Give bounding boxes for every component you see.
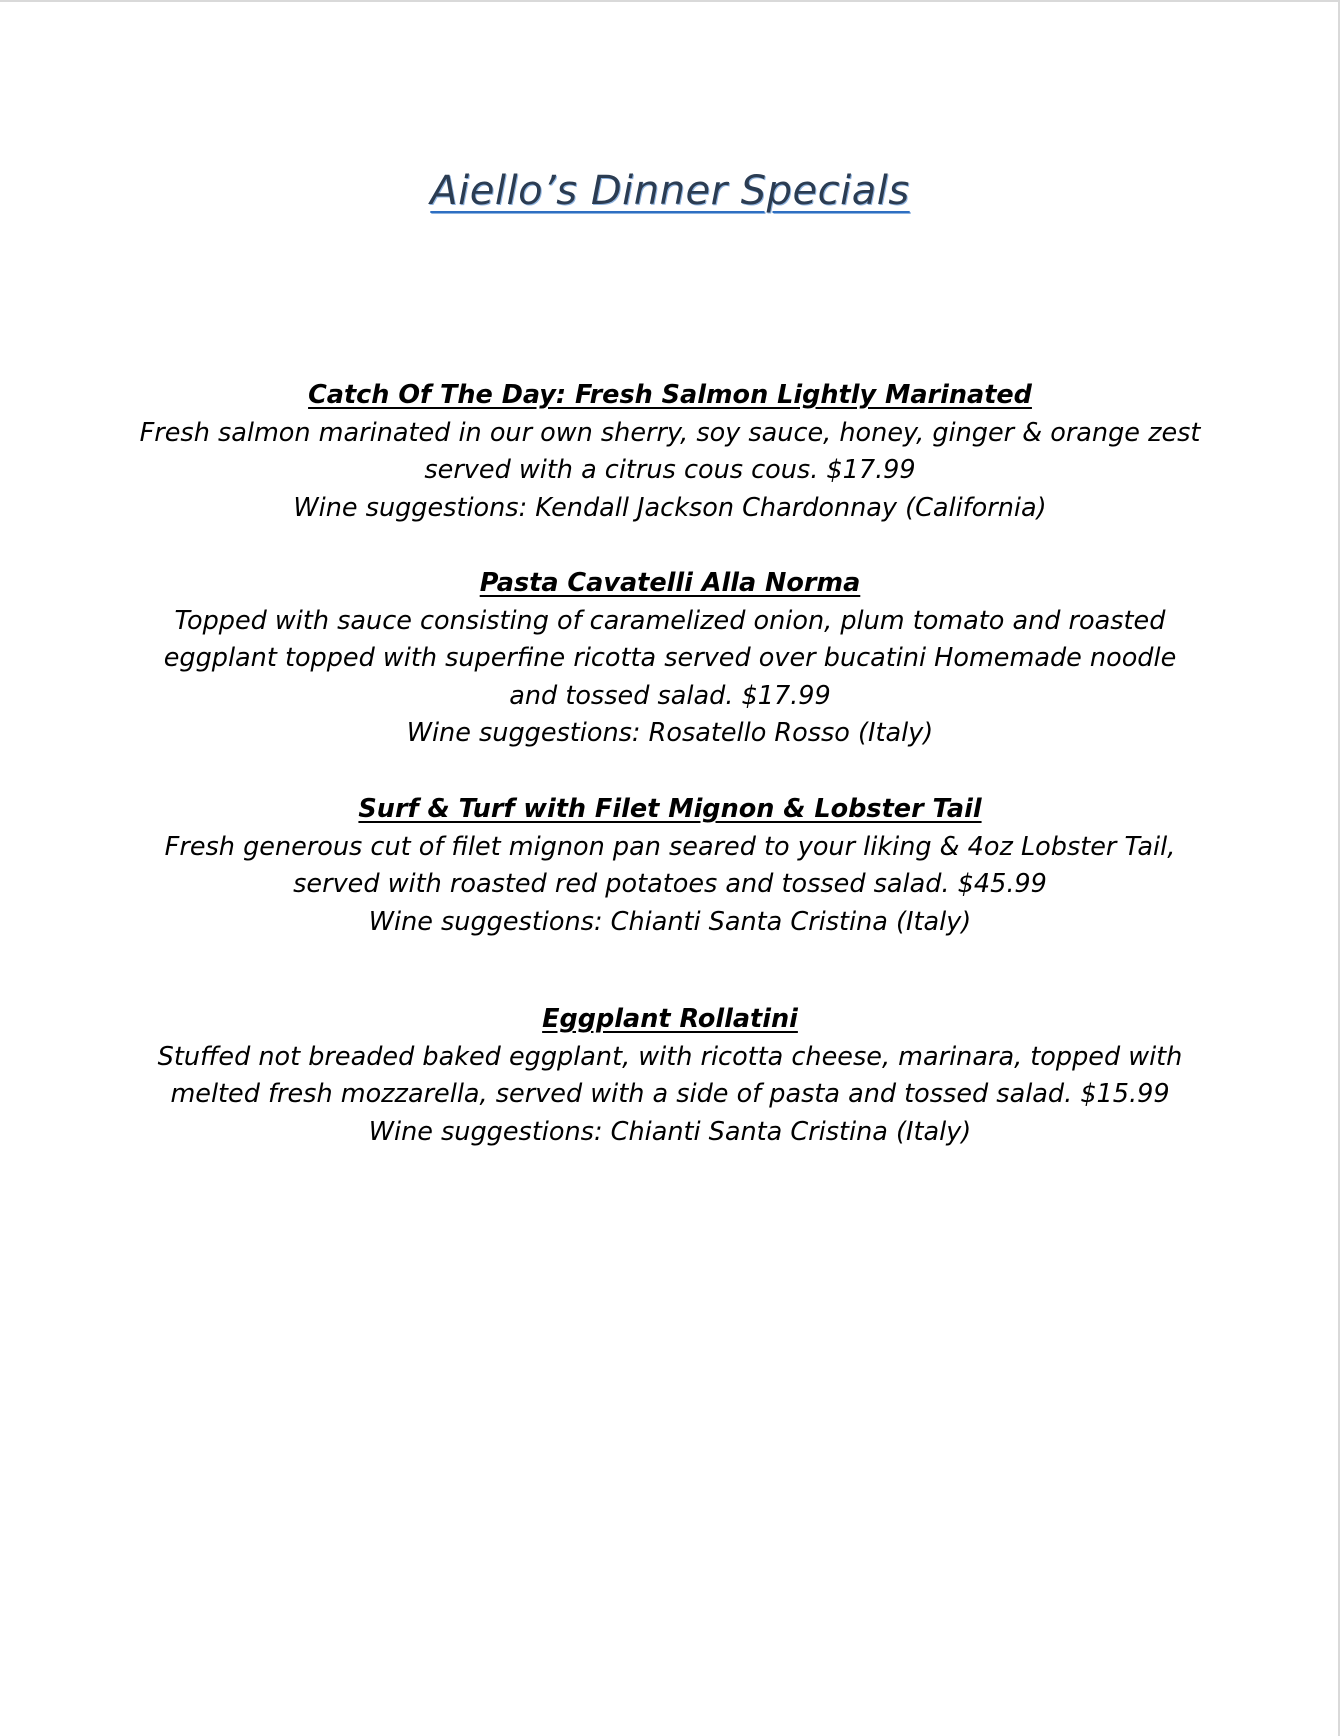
page-title-text: Aiello’s Dinner Specials xyxy=(430,168,910,214)
wine-suggestion: Wine suggestions: Rosatello Rosso (Italy) xyxy=(406,718,934,748)
wine-suggestion: Wine suggestions: Chianti Santa Cristina (Italy) xyxy=(368,906,972,937)
special-surf-and-turf xyxy=(0,791,1340,941)
dish-description-line: Topped with sauce consisting of caramelized onion, plum tomato and roasted xyxy=(174,605,1166,636)
dish-description-line: Stuffed not breaded baked eggplant, with ricotta cheese, marinara, topped with xyxy=(157,1041,1183,1072)
dish-description-line: Fresh salmon marinated in our own sherry, soy sauce, honey, ginger & orange zest xyxy=(139,417,1201,448)
dish-name: Surf & Turf with Filet Mignon & Lobster Tail xyxy=(358,794,982,824)
dish-name: Eggplant Rollatini xyxy=(542,1004,798,1034)
dish-price-line: served with roasted red potatoes and tossed salad. $45.99 xyxy=(293,869,1047,899)
dish-name: Pasta Cavatelli Alla Norma xyxy=(479,568,861,598)
special-catch-of-the-day xyxy=(0,377,1340,527)
wine-suggestion: Wine suggestions: Kendall Jackson Chardonnay (California) xyxy=(293,492,1047,523)
dish-description-line: eggplant topped with superfine ricotta served over bucatini Homemade noodle xyxy=(163,643,1177,673)
dish-price-line: served with a citrus cous cous. $17.99 xyxy=(424,455,916,485)
dish-price-line: and tossed salad. $17.99 xyxy=(509,680,831,711)
wine-suggestion: Wine suggestions: Chianti Santa Cristina (Italy) xyxy=(368,1116,972,1147)
dish-name: Catch Of The Day: Fresh Salmon Lightly Marinated xyxy=(308,380,1032,410)
dish-price-line: melted fresh mozzarella, served with a side of pasta and tossed salad. $15.99 xyxy=(170,1079,1170,1109)
special-eggplant-rollatini xyxy=(0,1001,1340,1151)
special-pasta-cavatelli xyxy=(0,565,1340,753)
dish-description-line: Fresh generous cut of filet mignon pan seared to your liking & 4oz Lobster Tail, xyxy=(164,831,1176,862)
page-title xyxy=(0,164,1340,218)
